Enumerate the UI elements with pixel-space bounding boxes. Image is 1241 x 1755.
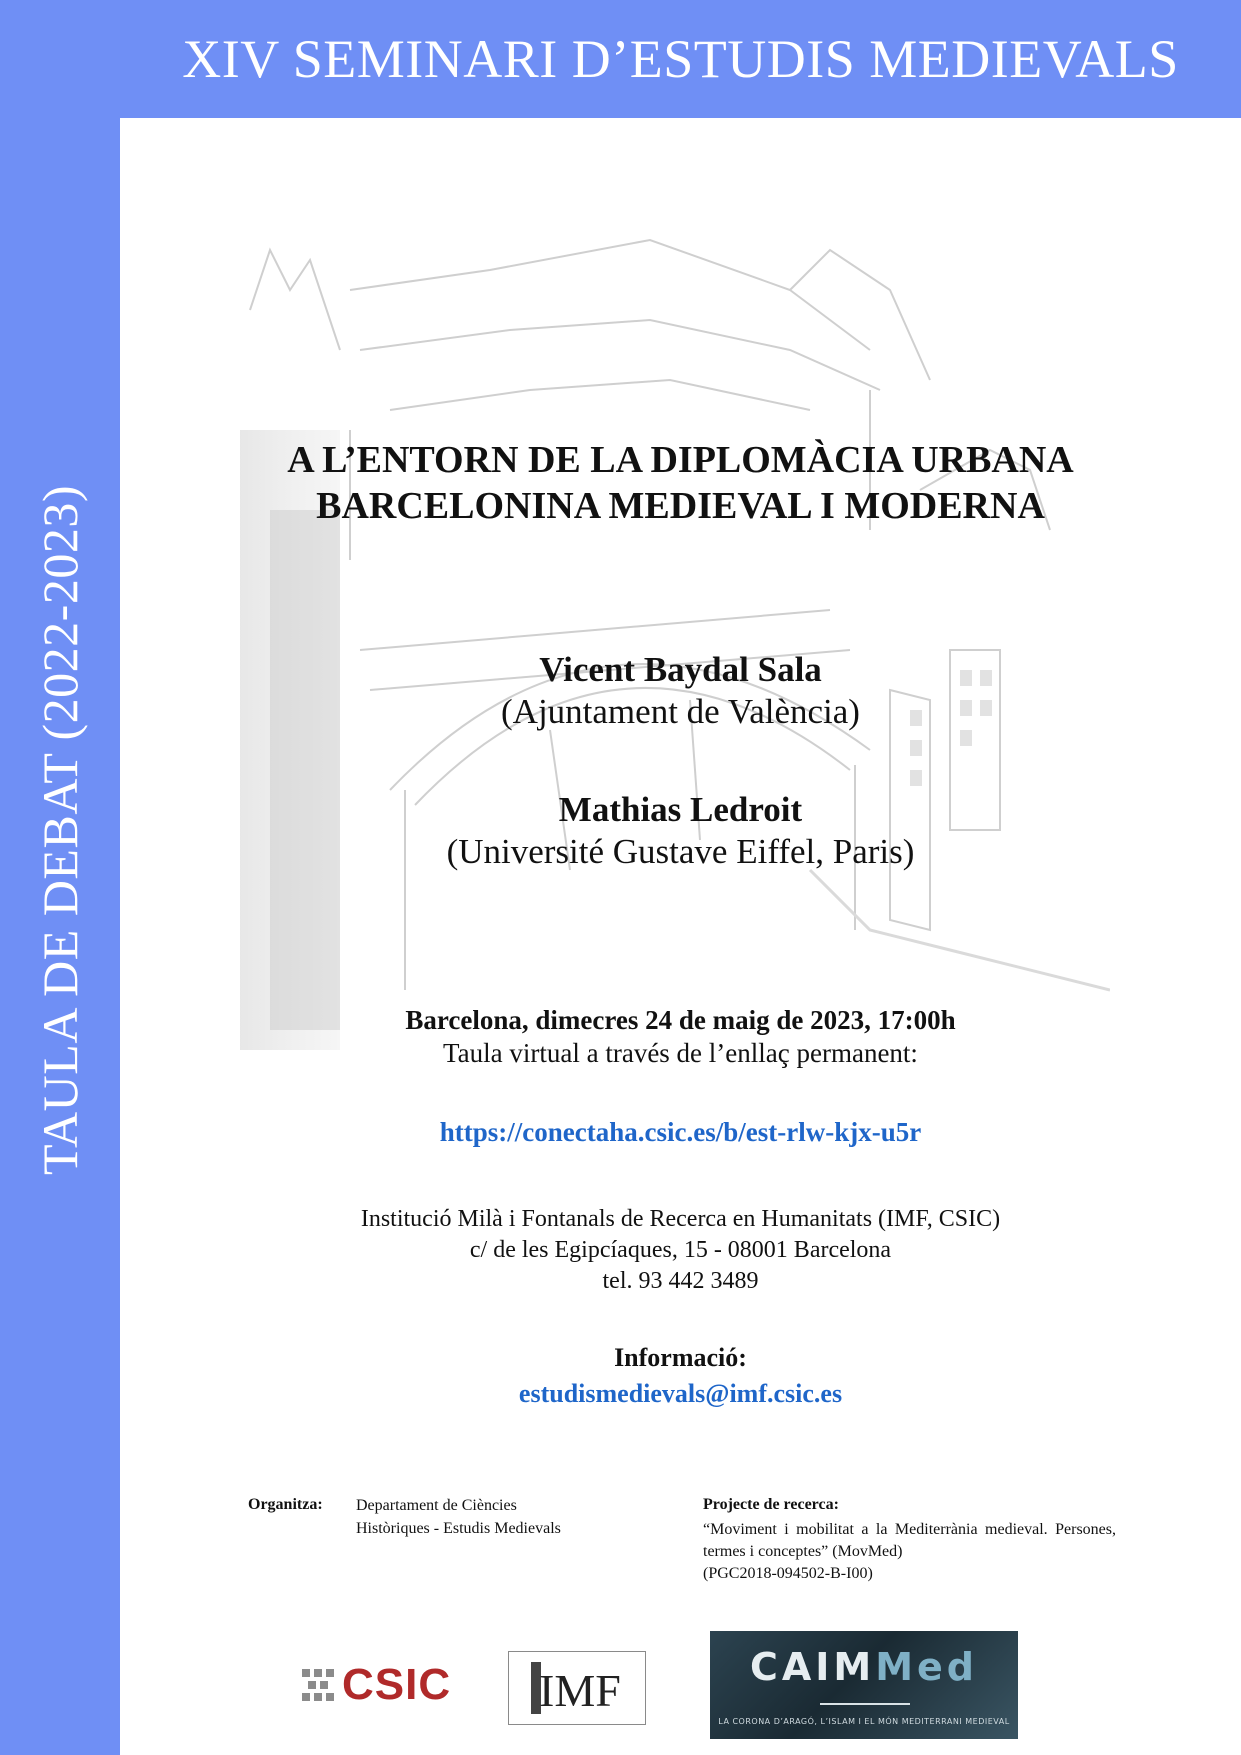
caimmed-logo	[710, 1631, 1018, 1739]
speaker-1	[120, 650, 1241, 732]
project-label: Projecte de recerca:	[703, 1496, 839, 1513]
info-label: Informació:	[614, 1343, 747, 1372]
event-title-line2: BARCELONINA MEDIEVAL I MODERNA	[316, 485, 1045, 527]
organizer-line: Departament de Ciències	[356, 1497, 517, 1514]
caimmed-wordmark	[710, 1645, 1018, 1689]
sidebar-band	[0, 0, 120, 1755]
information-block	[120, 1343, 1241, 1409]
caimmed-wordmark-b: Med	[875, 1645, 979, 1689]
institution-address	[120, 1204, 1241, 1297]
organizer-text	[356, 1494, 626, 1540]
project-text: “Moviment i mobilitat a la Mediterrània medieval. Persones, termes i conceptes” (MovMed)	[703, 1521, 1116, 1560]
address-line: c/ de les Egipcíaques, 15 - 08001 Barcelona	[469, 1237, 892, 1263]
caimmed-wordmark-a: CAIM	[749, 1645, 876, 1689]
speaker-affiliation: (Ajuntament de València)	[501, 692, 860, 731]
speaker-2	[120, 790, 1241, 872]
csic-emblem-icon	[300, 1667, 336, 1703]
event-details	[120, 1005, 1241, 1069]
info-email-link[interactable]: estudismedievals@imf.csic.es	[518, 1379, 843, 1408]
imf-wordmark: IMF	[539, 1665, 621, 1716]
event-date: Barcelona, dimecres 24 de maig de 2023, 17:00h	[405, 1005, 956, 1035]
imf-logo	[508, 1651, 646, 1725]
csic-logo	[300, 1660, 490, 1710]
address-line: Institució Milà i Fontanals de Recerca en Humanitats (IMF, CSIC)	[360, 1206, 1001, 1232]
project-code: (PGC2018-094502-B-I00)	[703, 1565, 873, 1582]
event-title-line1: A L’ENTORN DE LA DIPLOMÀCIA URBANA	[287, 439, 1074, 481]
speaker-name: Mathias Ledroit	[558, 790, 803, 829]
sidebar-vertical-text: TAULA DE DEBAT (2022-2023)	[32, 485, 88, 1175]
speaker-affiliation: (Université Gustave Eiffel, Paris)	[446, 832, 915, 871]
organizer-line: Històriques - Estudis Medievals	[356, 1520, 561, 1537]
caimmed-rule	[820, 1703, 910, 1705]
csic-wordmark: CSIC	[342, 1660, 452, 1709]
meeting-link[interactable]: https://conectaha.csic.es/b/est-rlw-kjx-u5r	[439, 1117, 922, 1147]
virtual-note: Taula virtual a través de l’enllaç permanent:	[443, 1038, 918, 1068]
event-title	[120, 437, 1241, 529]
header-band	[0, 0, 1241, 118]
address-line: tel. 93 442 3489	[602, 1268, 759, 1294]
organizer-label: Organitza:	[248, 1496, 323, 1513]
caimmed-subtitle: LA CORONA D’ARAGÓ, L’ISLAM I EL MÓN MEDITERRANI MEDIEVAL	[718, 1717, 1010, 1726]
speaker-name: Vicent Baydal Sala	[539, 650, 822, 689]
seminar-title: XIV SEMINARI D’ESTUDIS MEDIEVALS	[182, 29, 1179, 89]
